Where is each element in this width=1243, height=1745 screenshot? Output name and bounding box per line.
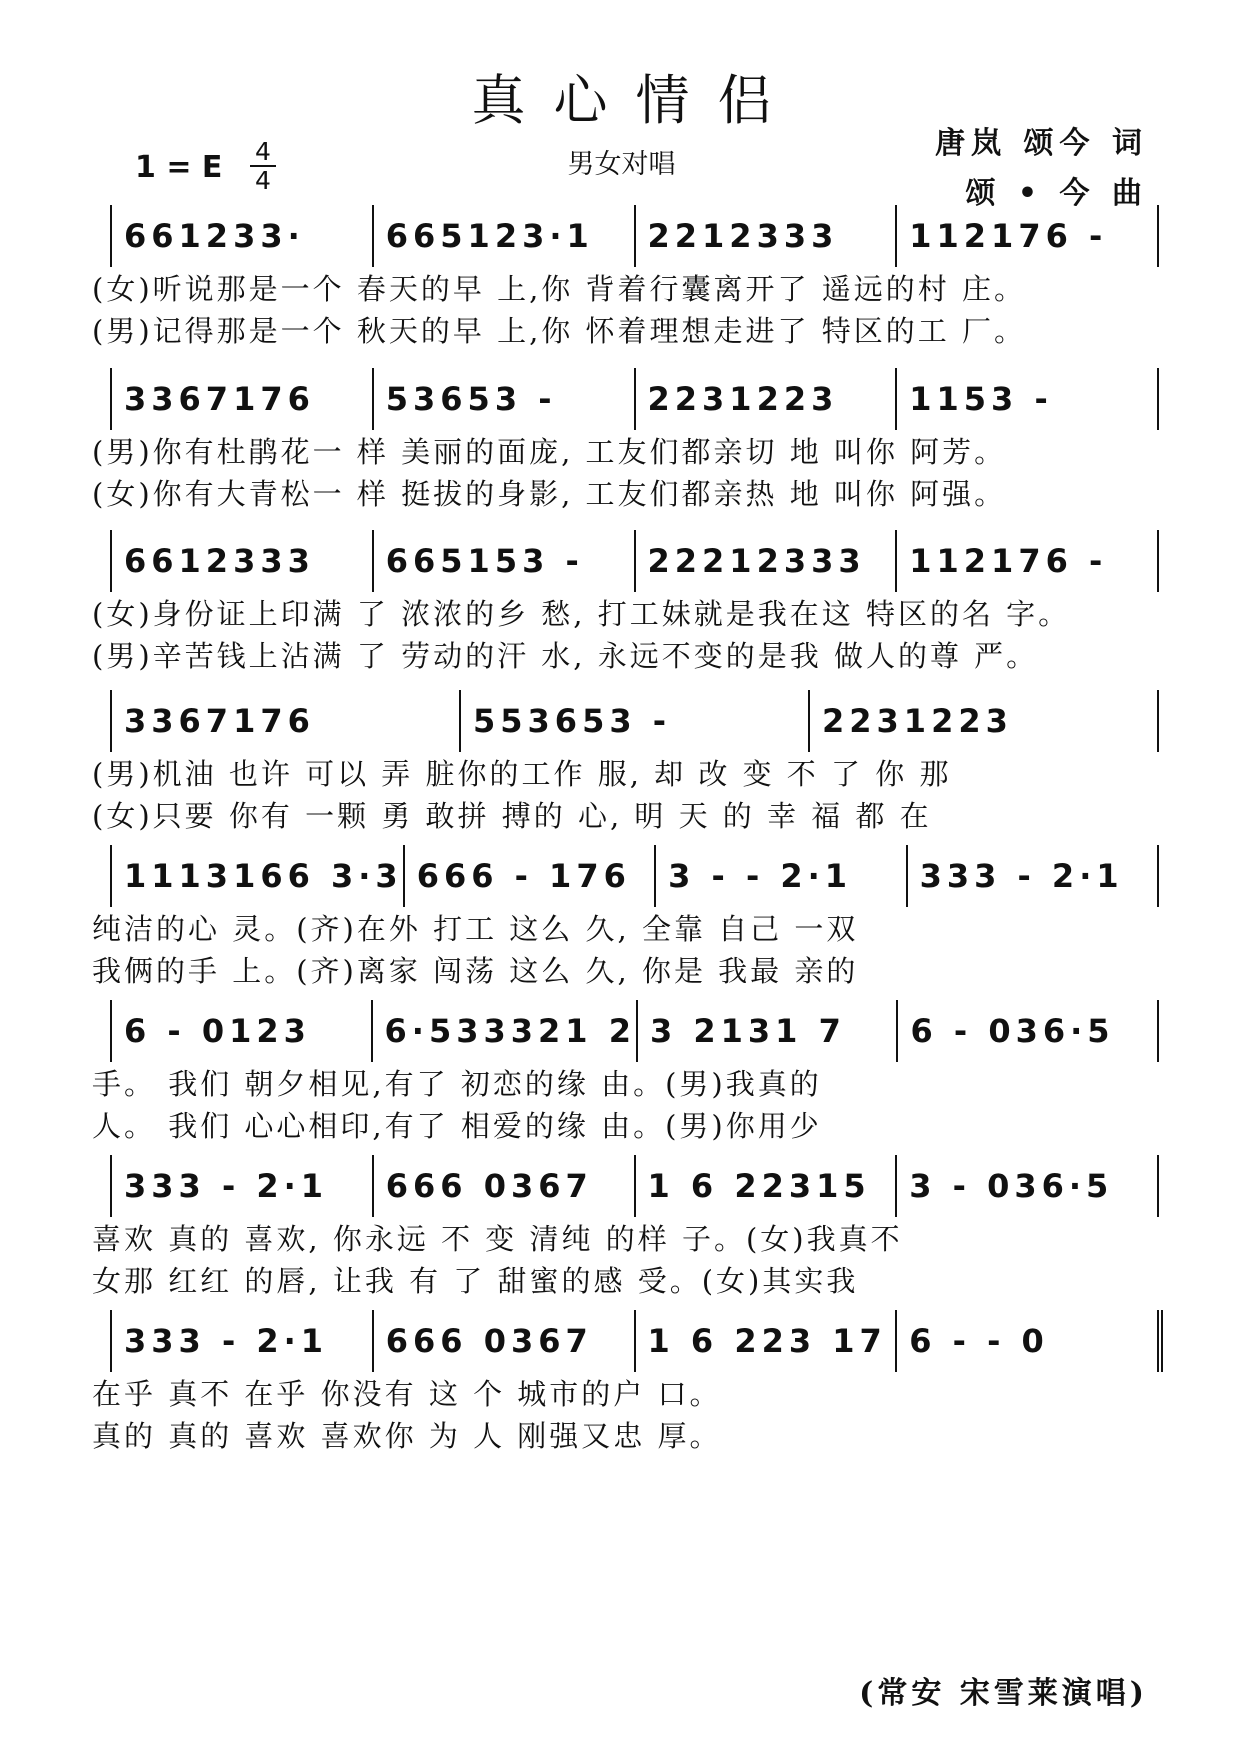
measure: 3367176: [112, 368, 374, 430]
notation-system: [110, 1000, 1159, 1062]
song-title: 真心情侣: [471, 69, 800, 132]
measure: 6612333: [112, 530, 374, 592]
lyric-line-verse-1: 在乎 真不 在乎 你没有 这 个 城市的户 口。: [92, 1377, 722, 1411]
measure: 6·533321 2: [373, 1000, 638, 1062]
measure: 3 - - 2·1: [656, 845, 907, 907]
lyric-line-verse-1: 纯洁的心 灵。(齐)在外 打工 这么 久, 全靠 自己 一双: [92, 912, 859, 946]
measure: 1 6 22315: [636, 1155, 898, 1217]
notation-system: [110, 368, 1159, 430]
measure: 666 - 176: [405, 845, 656, 907]
measure: 661233·: [112, 205, 374, 267]
lyric-line-verse-2: (男)记得那是一个 秋天的早 上,你 怀着理想走进了 特区的工 厂。: [92, 314, 1026, 348]
measure: 112176 -: [909, 217, 1108, 255]
lyric-line-verse-2: (男)辛苦钱上沾满 了 劳动的汗 水, 永远不变的是我 做人的尊 严。: [92, 639, 1039, 673]
measure: 6 - - 0: [909, 1322, 1049, 1360]
measure: 6 - 036·5: [910, 1012, 1115, 1050]
time-signature-top: 4: [255, 137, 271, 166]
measure: 2231223: [636, 368, 898, 430]
performers-credit: (常安 宋雪莱演唱): [859, 1676, 1148, 1711]
time-signature: [248, 138, 278, 194]
measure: 1 6 223 17: [636, 1310, 898, 1372]
lyric-line-verse-2: 人。 我们 心心相印,有了 相爱的缘 由。(男)你用少: [92, 1109, 822, 1143]
measure: 666 0367: [374, 1310, 636, 1372]
measure: 3 - 036·5: [909, 1167, 1114, 1205]
lyric-line-verse-1: 手。 我们 朝夕相见,有了 初恋的缘 由。(男)我真的: [92, 1067, 822, 1101]
measure: 2212333: [636, 205, 898, 267]
measure: 665153 -: [374, 530, 636, 592]
measure: 112176 -: [909, 542, 1108, 580]
notation-system: [110, 530, 1159, 592]
time-signature-bottom: 4: [255, 166, 271, 195]
measure: 665123·1: [374, 205, 636, 267]
lyric-line-verse-1: (男)你有杜鹃花一 样 美丽的面庞, 工友们都亲切 地 叫你 阿芳。: [92, 435, 1007, 469]
measure: 553653 -: [461, 690, 810, 752]
lyric-line-verse-1: (女)听说那是一个 春天的早 上,你 背着行囊离开了 遥远的村 庄。: [92, 272, 1026, 306]
measure: 333 - 2·1: [919, 857, 1124, 895]
measure: 3 2131 7: [638, 1000, 899, 1062]
song-subtitle: 男女对唱: [567, 149, 676, 180]
notation-system: [110, 1155, 1159, 1217]
measure: 333 - 2·1: [112, 1155, 374, 1217]
measure: 666 0367: [374, 1155, 636, 1217]
notation-system: [110, 205, 1159, 267]
composer-credit: 颂 • 今 曲: [965, 176, 1148, 211]
measure: 6 - 0123: [112, 1000, 373, 1062]
measure: 1153 -: [909, 380, 1053, 418]
lyric-line-verse-1: (男)机油 也许 可以 弄 脏你的工作 服, 却 改 变 不 了 你 那: [92, 757, 952, 791]
notation-system: [110, 690, 1159, 752]
lyric-line-verse-1: 喜欢 真的 喜欢, 你永远 不 变 清纯 的样 子。(女)我真不: [92, 1222, 903, 1256]
measure: 53653 -: [374, 368, 636, 430]
notation-system: [110, 1310, 1163, 1372]
lyric-line-verse-2: 女那 红红 的唇, 让我 有 了 甜蜜的感 受。(女)其实我: [92, 1264, 859, 1298]
lyric-line-verse-2: (女)只要 你有 一颗 勇 敢拼 搏的 心, 明 天 的 幸 福 都 在: [92, 799, 932, 833]
lyric-line-verse-2: 真的 真的 喜欢 喜欢你 为 人 刚强又忠 厚。: [92, 1419, 722, 1453]
lyricist-credit: 唐岚 颂今 词: [935, 126, 1148, 161]
notation-system: [110, 845, 1159, 907]
measure: 3367176: [112, 690, 461, 752]
measure: 333 - 2·1: [112, 1310, 374, 1372]
measure: 2231223: [822, 702, 1013, 740]
measure: 22212333: [636, 530, 898, 592]
lyric-line-verse-2: (女)你有大青松一 样 挺拔的身影, 工友们都亲热 地 叫你 阿强。: [92, 477, 1007, 511]
lyric-line-verse-2: 我俩的手 上。(齐)离家 闯荡 这么 久, 你是 我最 亲的: [92, 954, 859, 988]
key-signature: 1 = E: [135, 150, 223, 185]
measure: 1113166 3·3: [112, 845, 405, 907]
lyric-line-verse-1: (女)身份证上印满 了 浓浓的乡 愁, 打工妹就是我在这 特区的名 字。: [92, 597, 1071, 631]
